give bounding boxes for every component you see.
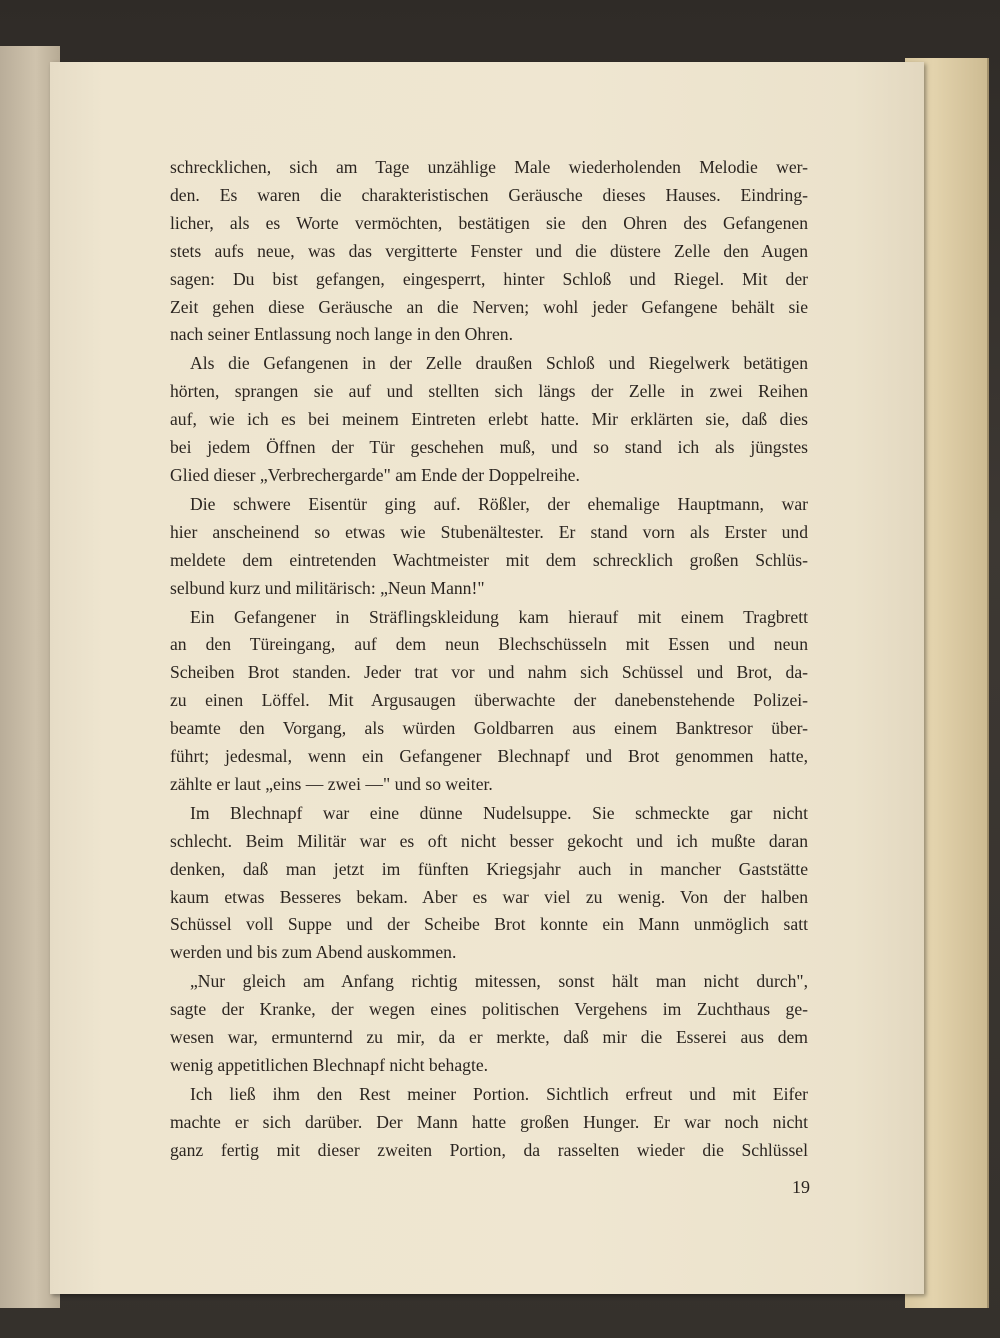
text-line: wesen war, ermunternd zu mir, da er merkte, daß mir die Esserei aus dem xyxy=(170,1027,808,1048)
text-line: schrecklichen, sich am Tage unzählige Male wiederholenden Melodie wer- xyxy=(170,157,808,177)
body-text xyxy=(170,154,808,1166)
text-line: Schüssel voll Suppe und der Scheibe Brot konnte ein Mann unmöglich satt xyxy=(170,914,808,935)
text-line: Die schwere Eisentür ging auf. Rößler, der ehemalige Hauptmann, war xyxy=(190,493,808,514)
text-line: Ich ließ ihm den Rest meiner Portion. Sichtlich erfreut und mit Eifer xyxy=(190,1083,808,1104)
text-line: ganz fertig mit dieser zweiten Portion, da rasselten wieder die Schlüssel xyxy=(170,1139,808,1160)
text-line: zu einen Löffel. Mit Argusaugen überwachte der danebenstehende Polizei- xyxy=(170,690,808,711)
text-line: nach seiner Entlassung noch lange in den Ohren. xyxy=(170,324,513,345)
text-line: sagte der Kranke, der wegen eines politischen Vergehens im Zuchthaus ge- xyxy=(170,999,808,1020)
text-line: selbund kurz und militärisch: „Neun Mann!" xyxy=(170,577,485,598)
text-line: stets aufs neue, was das vergitterte Fenster und die düstere Zelle den Augen xyxy=(170,240,808,261)
text-line: zählte er laut „eins — zwei —" und so weiter. xyxy=(170,773,493,794)
text-line: beamte den Vorgang, als würden Goldbarren aus einem Banktresor über- xyxy=(170,718,808,739)
paragraph-6 xyxy=(170,968,808,1080)
text-line: Scheiben Brot standen. Jeder trat vor und nahm sich Schüssel und Brot, da- xyxy=(170,662,808,683)
paragraph-1 xyxy=(170,154,808,349)
text-line: den. Es waren die charakteristischen Geräusche dieses Hauses. Eindring- xyxy=(170,184,808,205)
text-line: schlecht. Beim Militär war es oft nicht besser gekocht und ich mußte daran xyxy=(170,830,808,851)
text-line: werden und bis zum Abend auskommen. xyxy=(170,942,457,963)
text-line: Im Blechnapf war eine dünne Nudelsuppe. Sie schmeckte gar nicht xyxy=(190,802,808,823)
text-line: kaum etwas Besseres bekam. Aber es war viel zu wenig. Von der halben xyxy=(170,886,808,907)
text-line: führt; jedesmal, wenn ein Gefangener Blechnapf und Brot genommen hatte, xyxy=(170,746,808,767)
text-line: wenig appetitlichen Blechnapf nicht behagte. xyxy=(170,1055,489,1075)
text-line: Zeit gehen diese Geräusche an die Nerven; wohl jeder Gefangene behält sie xyxy=(170,296,808,317)
paragraph-3 xyxy=(170,491,808,603)
text-line: licher, als es Worte vermöchten, bestätigen sie den Ohren des Gefangenen xyxy=(170,212,808,233)
text-line: „Nur gleich am Anfang richtig mitessen, sonst hält man nicht durch", xyxy=(190,971,808,992)
paragraph-5 xyxy=(170,800,808,967)
text-line: sagen: Du bist gefangen, eingesperrt, hinter Schloß und Riegel. Mit der xyxy=(170,268,808,289)
text-line: Als die Gefangenen in der Zelle draußen Schloß und Riegelwerk betätigen xyxy=(190,353,808,374)
text-line: hier anscheinend so etwas wie Stubenältester. Er stand vorn als Erster und xyxy=(170,521,808,542)
text-line: hörten, sprangen sie auf und stellten sich längs der Zelle in zwei Reihen xyxy=(170,381,808,402)
text-line: meldete dem eintretenden Wachtmeister mit dem schrecklich großen Schlüs- xyxy=(170,549,808,570)
text-line: an den Türeingang, auf dem neun Blechschüsseln mit Essen und neun xyxy=(170,634,808,655)
text-line: bei jedem Öffnen der Tür geschehen muß, und so stand ich als jüngstes xyxy=(170,437,808,458)
text-line: Ein Gefangener in Sträflingskleidung kam hierauf mit einem Tragbrett xyxy=(190,606,808,627)
page-number: 19 xyxy=(792,1177,810,1197)
book-page xyxy=(50,62,924,1294)
text-line: denken, daß man jetzt im fünften Kriegsjahr auch in mancher Gaststätte xyxy=(170,858,808,879)
paragraph-4 xyxy=(170,604,808,799)
text-line: Glied dieser „Verbrechergarde" am Ende der Doppelreihe. xyxy=(170,464,580,485)
text-line: auf, wie ich es bei meinem Eintreten erlebt hatte. Mir erklärten sie, daß dies xyxy=(170,409,808,430)
text-line: machte er sich darüber. Der Mann hatte großen Hunger. Er war noch nicht xyxy=(170,1111,808,1132)
paragraph-7 xyxy=(170,1081,808,1165)
paragraph-2 xyxy=(170,350,808,490)
